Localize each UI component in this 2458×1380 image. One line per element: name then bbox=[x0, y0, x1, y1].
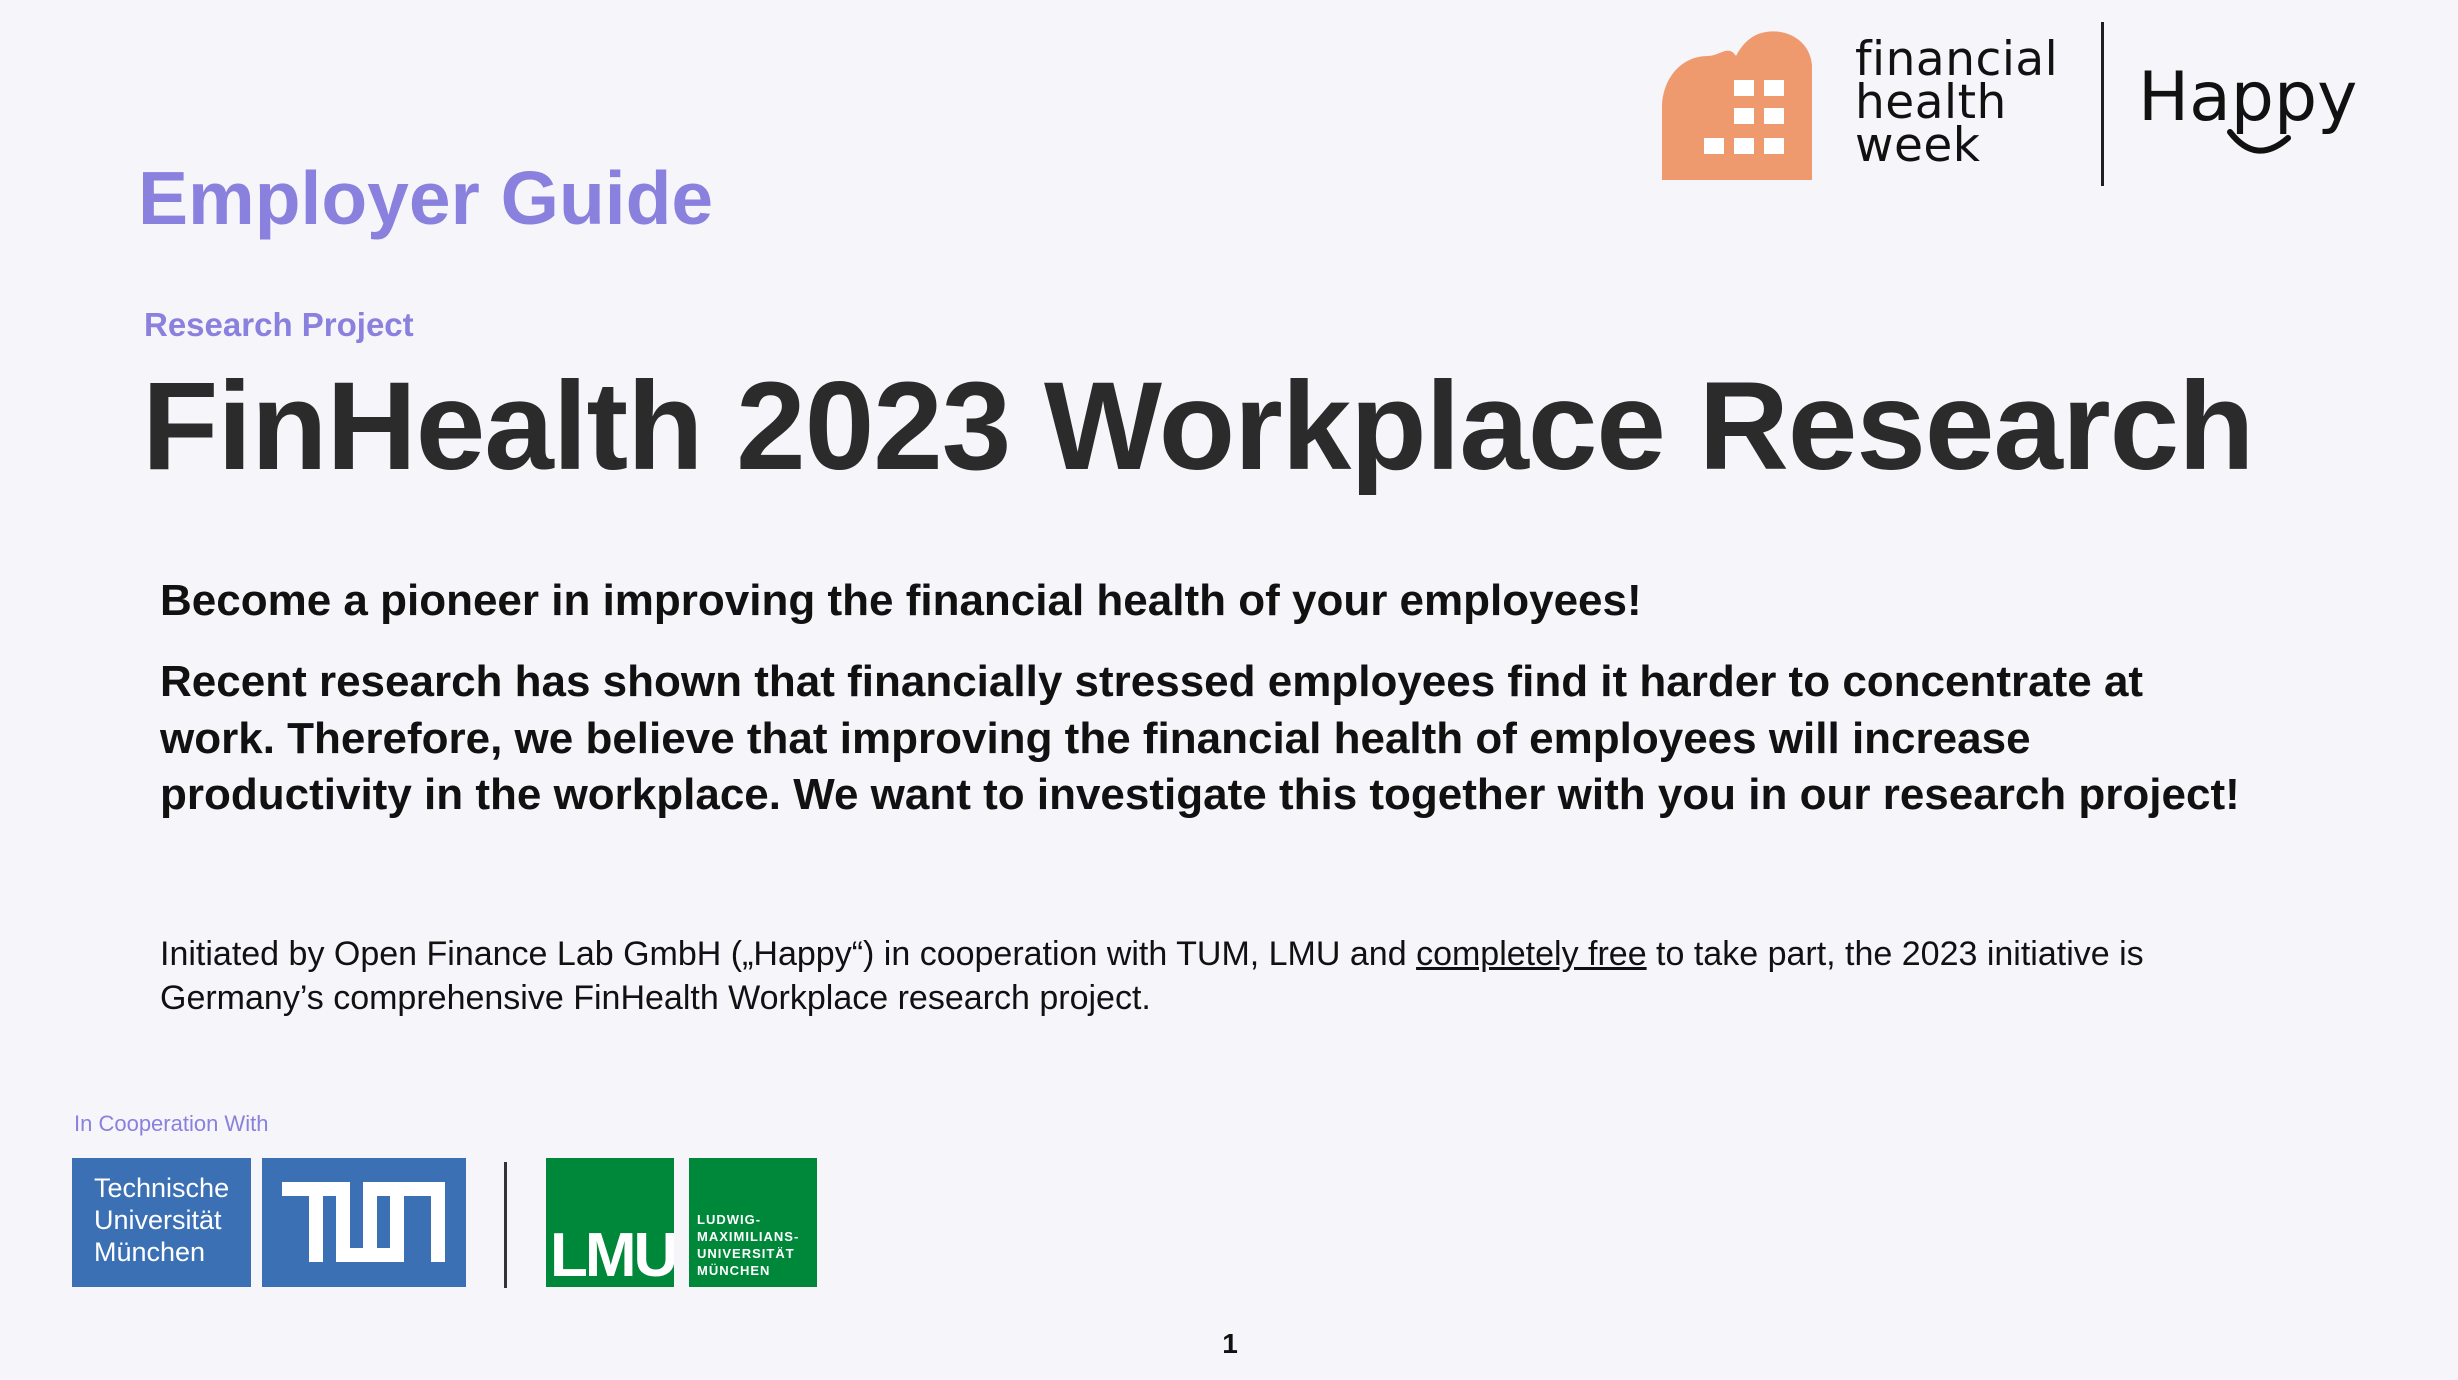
financial-health-week-wordmark bbox=[1855, 32, 2095, 173]
tum-name-line: München bbox=[94, 1237, 206, 1267]
lmu-name-line: MÜNCHEN bbox=[697, 1263, 771, 1278]
page-title: FinHealth 2023 Workplace Research bbox=[142, 357, 2254, 496]
happy-logo bbox=[2138, 58, 2368, 168]
employer-guide-heading: Employer Guide bbox=[138, 156, 714, 240]
financial-health-week-heart-icon bbox=[1660, 28, 1812, 180]
lmu-logo bbox=[546, 1158, 674, 1287]
tum-name-logo bbox=[72, 1158, 251, 1287]
initiated-text: Initiated by Open Finance Lab GmbH („Happy“) in cooperation with TUM, LMU and bbox=[160, 935, 1417, 973]
eyebrow-label: Research Project bbox=[144, 306, 414, 343]
page-number: 1 bbox=[1222, 1328, 1238, 1359]
cooperation-label: In Cooperation With bbox=[74, 1111, 269, 1136]
fhw-line: week bbox=[1855, 118, 1981, 173]
lmu-name-logo bbox=[689, 1158, 817, 1287]
lmu-name-line: UNIVERSITÄT bbox=[697, 1246, 795, 1261]
fhw-line: financial bbox=[1855, 32, 2059, 87]
happy-logo-text: Happy bbox=[2138, 58, 2358, 137]
intro-paragraph: Recent research has shown that financially stressed employees find it harder to concentrate at work. Therefore, we believe that improving the financial health of employees will increase productivity in the workplace. We want to investigate this together with you in our research project! bbox=[160, 657, 2240, 819]
completely-free-link[interactable]: completely free bbox=[1416, 935, 1647, 973]
initiated-paragraph bbox=[160, 932, 2240, 1020]
initiated-text: to take part, the 2023 initiative is Germany’s comprehensive FinHealth Workplace research project. bbox=[160, 935, 2144, 1017]
tum-name-line: Universität bbox=[94, 1205, 222, 1235]
lmu-name-line: MAXIMILIANS- bbox=[697, 1229, 800, 1244]
lmu-logo-icon bbox=[546, 1158, 674, 1287]
lmu-name-line: LUDWIG- bbox=[697, 1212, 762, 1227]
cooperation-divider bbox=[504, 1162, 507, 1288]
fhw-line: health bbox=[1855, 75, 2007, 130]
lead-sentence: Become a pioneer in improving the financial health of your employees! bbox=[160, 576, 1642, 625]
tum-name-line: Technische bbox=[94, 1173, 230, 1203]
tum-logo bbox=[262, 1158, 466, 1287]
lmu-logo-text: LMU bbox=[550, 1221, 674, 1287]
logo-divider bbox=[2101, 22, 2104, 186]
tum-logo-icon bbox=[262, 1158, 466, 1287]
